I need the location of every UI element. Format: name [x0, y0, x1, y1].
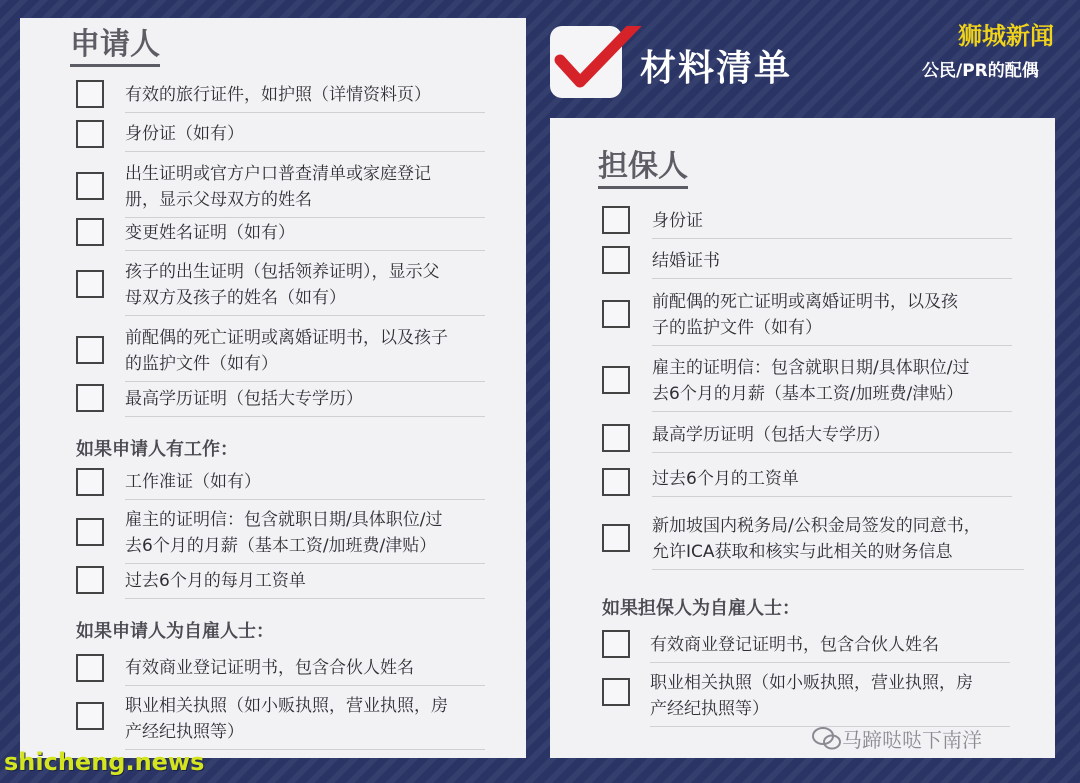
checkbox[interactable]	[76, 270, 104, 298]
checkbox[interactable]	[76, 566, 104, 594]
checkbox[interactable]	[76, 654, 104, 682]
checkbox[interactable]	[602, 366, 630, 394]
checkbox[interactable]	[602, 524, 630, 552]
checkbox[interactable]	[76, 120, 104, 148]
brand-subtitle: 公民/PR的配偶	[922, 61, 1039, 81]
checkbox[interactable]	[76, 336, 104, 364]
checkbox[interactable]	[602, 206, 630, 234]
checkbox[interactable]	[76, 384, 104, 412]
checkmark-icon	[550, 26, 622, 98]
page-title: 材料清单	[640, 48, 793, 89]
checkbox[interactable]	[602, 468, 630, 496]
checkbox[interactable]	[602, 630, 630, 658]
checkbox[interactable]	[602, 678, 630, 706]
applicant-self-employed-heading: 如果申请人为自雇人士：	[76, 621, 274, 642]
checkbox[interactable]	[602, 300, 630, 328]
sponsor-title: 担保人	[598, 150, 688, 189]
checkbox[interactable]	[76, 702, 104, 730]
applicant-employed-heading: 如果申请人有工作：	[76, 439, 238, 460]
checkbox[interactable]	[76, 172, 104, 200]
checkbox[interactable]	[76, 218, 104, 246]
brand-logo-text: 狮城新闻	[958, 22, 1054, 50]
checkbox[interactable]	[76, 518, 104, 546]
checkbox[interactable]	[602, 424, 630, 452]
site-watermark: shicheng.news	[4, 748, 205, 776]
checkbox[interactable]	[76, 468, 104, 496]
applicant-title: 申请人	[70, 28, 160, 67]
wechat-watermark: 马蹄哒哒下南洋	[842, 728, 982, 752]
checkbox[interactable]	[602, 246, 630, 274]
wechat-icon	[812, 726, 842, 752]
sponsor-self-employed-heading: 如果担保人为自雇人士：	[602, 598, 800, 619]
checkbox[interactable]	[76, 80, 104, 108]
